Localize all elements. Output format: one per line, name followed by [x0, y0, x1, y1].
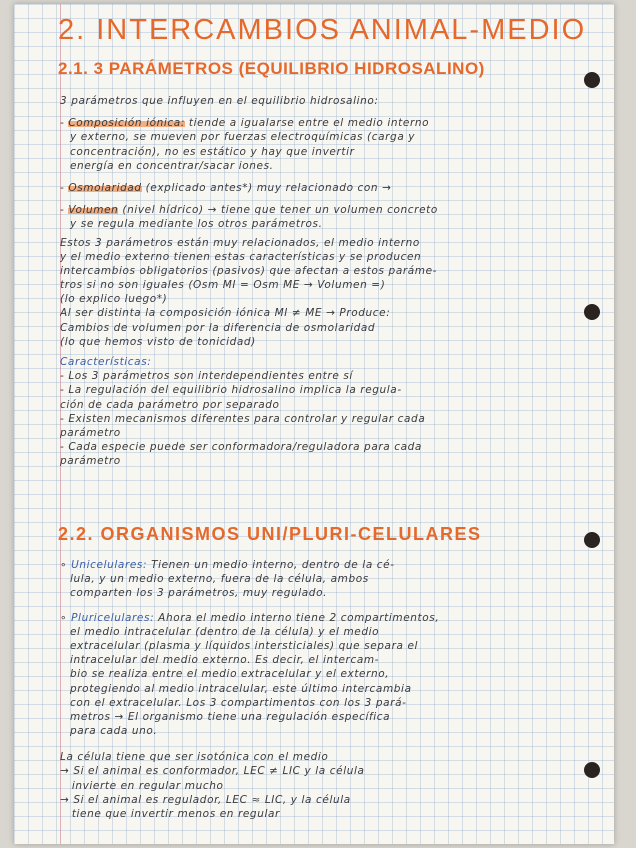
text-line: intracelular del medio externo. Es decir, el intercam-: [70, 654, 380, 667]
text-line: tros si no son iguales (Osm MI = Osm ME → Volumen =): [60, 279, 386, 292]
term-pluricelulares: Pluricelulares:: [71, 611, 155, 624]
term-unicelulares: Unicelulares:: [71, 559, 148, 571]
characteristic-line: parámetro: [60, 455, 121, 468]
text-line: concentración), no es estático y hay que invertir: [70, 145, 355, 158]
text-line: y se regula mediante los otros parámetros.: [70, 218, 323, 231]
notebook-page: [14, 4, 614, 844]
text-line: para cada uno.: [70, 725, 158, 738]
characteristics-heading: Características:: [60, 356, 152, 368]
intro-line: 3 parámetros que influyen en el equilibrio hidrosalino:: [60, 95, 379, 107]
item-volumen: - Volumen (nivel hídrico) → tiene que tener un volumen concreto: [60, 204, 438, 217]
characteristic-line: - Cada especie puede ser conformadora/reguladora para cada: [60, 441, 422, 454]
text-line: lula, y un medio externo, fuera de la célula, ambos: [70, 573, 369, 586]
section-heading-2-1: 2.1. 3 PARÁMETROS (EQUILIBRIO HIDROSALINO): [58, 59, 485, 78]
closing-line: invierte en regular mucho: [60, 779, 224, 792]
text-line: y el medio externo tienen estas características y se producen: [60, 250, 422, 263]
closing-line: La célula tiene que ser isotónica con el medio: [60, 751, 329, 764]
characteristic-line: - La regulación del equilibrio hidrosalino implica la regula-: [60, 384, 402, 397]
item-osmolaridad: - Osmolaridad (explicado antes*) muy relacionado con →: [60, 181, 392, 194]
text-line: metros → El organismo tiene una regulación específica: [70, 710, 391, 723]
text-line: comparten los 3 parámetros, muy regulado.: [70, 587, 328, 600]
text-line: intercambios obligatorios (pasivos) que afectan a estos paráme-: [60, 264, 438, 277]
section-2-1-body: [60, 94, 590, 469]
characteristic-line: parámetro: [60, 426, 121, 439]
section-heading-2-2: 2.2. ORGANISMOS UNI/PLURI-CELULARES: [58, 524, 482, 544]
term-highlight: Osmolaridad: [68, 181, 142, 194]
text-line: Estos 3 parámetros están muy relacionados, el medio interno: [60, 236, 420, 249]
text-line: (lo que hemos visto de tonicidad): [60, 335, 256, 348]
characteristic-line: - Los 3 parámetros son interdependientes entre sí: [60, 370, 353, 383]
characteristic-line: ción de cada parámetro por separado: [60, 398, 280, 411]
text-line: con el extracelular. Los 3 compartimentos con los 3 pará-: [70, 696, 407, 709]
page-title: 2. INTERCAMBIOS ANIMAL-MEDIO: [58, 14, 587, 46]
text-line: el medio intracelular (dentro de la célula) y el medio: [70, 625, 380, 638]
text-line: extracelular (plasma y líquidos intersticiales) que separa el: [70, 639, 419, 652]
text-line: protegiendo al medio intracelular, este último intercambia: [70, 682, 412, 695]
pluricelulares-line: ∘ Pluricelulares: Ahora el medio interno tiene 2 compartimentos,: [60, 611, 440, 624]
term-highlight: Volumen: [68, 204, 119, 217]
closing-line: → Si el animal es regulador, LEC ≈ LIC, y la célula: [60, 793, 351, 806]
closing-line: tiene que invertir menos en regular: [60, 808, 280, 820]
characteristic-line: - Existen mecanismos diferentes para controlar y regular cada: [60, 412, 426, 425]
term-highlight: Composición iónica:: [68, 117, 185, 130]
text-line: Cambios de volumen por la diferencia de osmolaridad: [60, 321, 376, 334]
unicelulares-line: ∘ Unicelulares: Tienen un medio interno, dentro de la cé-: [60, 559, 395, 571]
text-line: (lo explico luego*): [60, 293, 168, 306]
closing-line: → Si el animal es conformador, LEC ≠ LIC y la célula: [60, 765, 365, 778]
item-composicion: - Composición iónica: tiende a igualarse entre el medio interno: [60, 117, 430, 130]
section-2-2-body: [60, 558, 590, 821]
text-line: bio se realiza entre el medio extracelular y el externo,: [70, 668, 390, 681]
text-line: Al ser distinta la composición iónica MI ≠ ME → Produce:: [60, 307, 391, 320]
text-line: energía en concentrar/sacar iones.: [70, 159, 274, 172]
text-line: y externo, se mueven por fuerzas electroquímicas (carga y: [70, 131, 416, 144]
